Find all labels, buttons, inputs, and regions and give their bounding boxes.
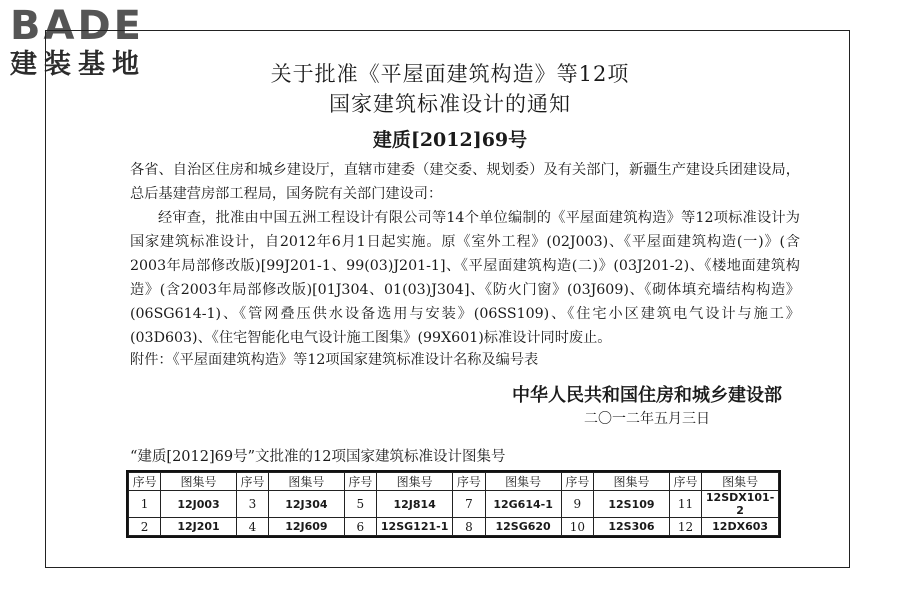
standard-design-table: [128, 472, 779, 536]
notice-title-line-1: 关于批准《平屋面建筑构造》等12项: [270, 62, 630, 86]
row-number: 5: [344, 491, 376, 518]
logo-wordmark: BADE: [10, 3, 144, 49]
header-no: 序号: [561, 473, 593, 491]
atlas-code: 12SDX101-2: [702, 491, 779, 518]
atlas-code: 12J814: [376, 491, 452, 518]
row-number: 10: [561, 518, 593, 536]
header-code: 图集号: [702, 473, 779, 491]
row-number: 7: [453, 491, 485, 518]
header-no: 序号: [669, 473, 701, 491]
header-no: 序号: [129, 473, 161, 491]
table-row: [129, 491, 779, 518]
row-number: 6: [344, 518, 376, 536]
atlas-code: 12J609: [269, 518, 345, 536]
atlas-code: 12SG620: [485, 518, 561, 536]
header-no: 序号: [453, 473, 485, 491]
signature-date: 二〇一二年五月三日: [584, 411, 710, 427]
atlas-code: 12S109: [594, 491, 670, 518]
atlas-code: 12J304: [269, 491, 345, 518]
header-code: 图集号: [161, 473, 237, 491]
table-header-row: [129, 473, 779, 491]
row-number: 11: [669, 491, 701, 518]
content-paragraph: 经审查，批准由中国五洲工程设计有限公司等14个单位编制的《平屋面建筑构造》等12项标准设计为国家建筑标准设计，自2012年6月1日起实施。原《室外工程》(02J003)、《平屋面建筑构造(一)》(含2003年局部修改版)[99J201-1、99(03)J201-1]、《平屋面建筑构造(二)》(03J201-2)、《楼地面建筑构造》(含2003年局部修改版)[01J304、01(03)J304]、《防火门窗》(03J609)、《砌体填充墙结构构造》(06SG614-1)、《管网叠压供水设备选用与安装》(06SS109)、《住宅小区建筑电气设计与施工》(03D603)、《住宅智能化电气设计施工图集》(99X601)标准设计同时废止。: [130, 210, 800, 346]
atlas-code: 12J003: [161, 491, 237, 518]
table-caption: “建质[2012]69号”文批准的12项国家建筑标准设计图集号: [130, 449, 506, 465]
header-code: 图集号: [594, 473, 670, 491]
document-number: 建质[2012]69号: [372, 129, 528, 151]
header-no: 序号: [344, 473, 376, 491]
row-number: 2: [129, 518, 161, 536]
header-code: 图集号: [376, 473, 452, 491]
row-number: 8: [453, 518, 485, 536]
atlas-code: 12G614-1: [485, 491, 561, 518]
table-row: [129, 518, 779, 536]
header-code: 图集号: [485, 473, 561, 491]
addressee-paragraph: 各省、自治区住房和城乡建设厅，直辖市建委（建交委、规划委）及有关部门，新疆生产建设兵团建设局，总后基建营房部工程局，国务院有关部门建设司：: [130, 162, 800, 202]
notice-title-line-2: 国家建筑标准设计的通知: [329, 92, 571, 116]
atlas-code: 12SG121-1: [376, 518, 452, 536]
atlas-code: 12DX603: [702, 518, 779, 536]
attachment-note: 附件：《平屋面建筑构造》等12项国家建筑标准设计名称及编号表: [130, 352, 539, 368]
row-number: 1: [129, 491, 161, 518]
header-no: 序号: [236, 473, 268, 491]
row-number: 4: [236, 518, 268, 536]
atlas-code: 12J201: [161, 518, 237, 536]
logo-subtitle: 建装基地: [10, 49, 146, 80]
row-number: 9: [561, 491, 593, 518]
atlas-code: 12S306: [594, 518, 670, 536]
row-number: 12: [669, 518, 701, 536]
header-code: 图集号: [269, 473, 345, 491]
signature-organization: 中华人民共和国住房和城乡建设部: [512, 385, 782, 406]
row-number: 3: [236, 491, 268, 518]
